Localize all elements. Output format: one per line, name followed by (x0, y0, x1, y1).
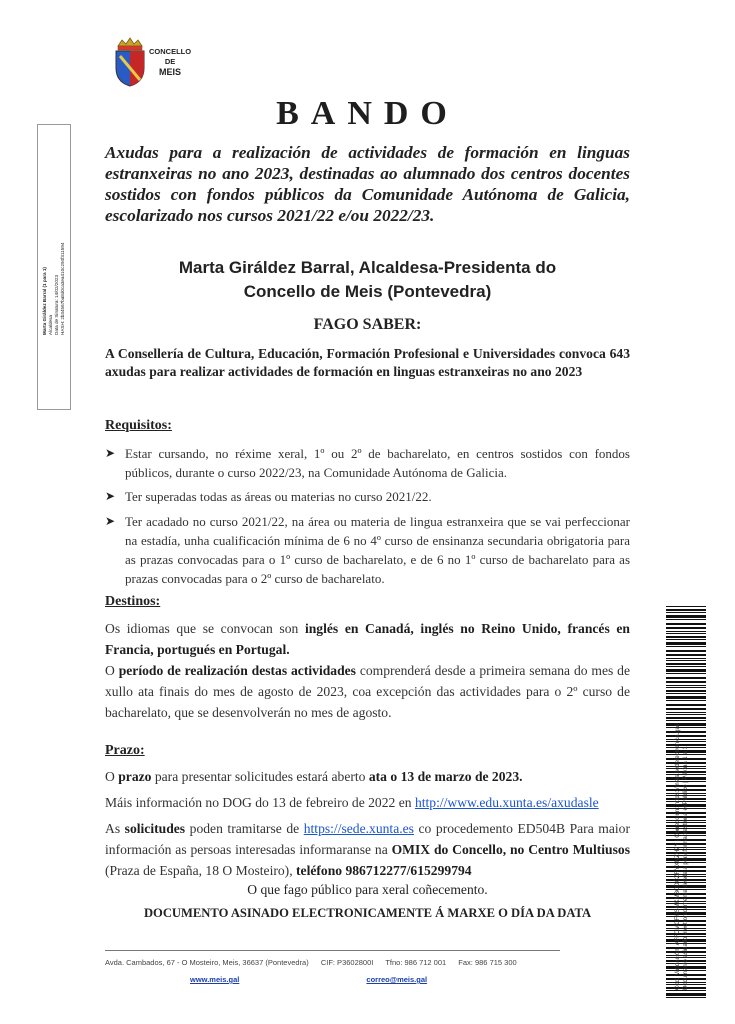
dog-info-link[interactable]: http://www.edu.xunta.es/axudasle (414, 795, 599, 810)
signature-hash: HASH: 2b34567ba8d0ca3ea410c294f311594 (60, 242, 65, 335)
text-span: (Praza de España, 18 O Mosteiro), (105, 863, 297, 878)
destinos-paragraph-2 (105, 660, 630, 723)
logo-text (149, 47, 191, 77)
prazo-heading: Prazo: (105, 743, 145, 758)
requisitos-heading: Requisitos: (105, 418, 172, 433)
period-highlight: período de realización destas actividades (118, 663, 356, 678)
signature-date: Data de Sinatura: 14/02/2023 (54, 274, 59, 335)
logo-line-3: MEIS (159, 67, 182, 77)
signature-name: Marta Giráldez Barral (1 para 1) (42, 267, 47, 335)
requisito-text: Ter superadas todas as áreas ou materias no curso 2021/22. (125, 489, 432, 504)
prazo-paragraph-1 (105, 766, 630, 787)
signature-box (37, 124, 71, 410)
omix-highlight: OMIX do Concello, no Centro Multiusos (391, 842, 630, 857)
requisito-item (105, 444, 630, 482)
document-title: BANDO (276, 95, 459, 132)
signature-role: Alcaldesa (48, 315, 53, 335)
text-span: As (105, 821, 125, 836)
requisito-text: Ter acadado no curso 2021/22, na área ou materia de lingua estranxeira que se vai perfeccionar na estadía, unha cualificación mínima de 6 no 4º curso de ensinanza secundaria obrigatoria para as prazas convocadas para o 1º curso de bacharelato, e de 6 no 1º curso de bacharelato para as prazas convocadas para o 2º curso de bacharelato. (125, 514, 630, 586)
requisito-item (105, 512, 630, 588)
footer-web-link[interactable]: www.meis.gal (190, 975, 240, 984)
phone-highlight: teléfono 986712277/615299794 (296, 863, 472, 878)
footer-contact (105, 958, 575, 967)
footer-divider (105, 950, 560, 951)
deadline-highlight: ata o 13 de marzo de 2023. (368, 769, 523, 784)
arrow-bullet-icon: ➤ (105, 489, 116, 503)
requisito-text: Estar cursando, no réxime xeral, 1º ou 2º de bacharelato, en centros sostidos con fondos públicos, durante o curso 2022/23, na Comunidade Autónoma de Galicia. (125, 446, 630, 480)
solicitudes-highlight: solicitudes (124, 821, 186, 836)
footer-links (190, 975, 552, 984)
footer-address: Avda. Cambados, 67 - O Mosteiro, Meis, 36637 (Pontevedra) (105, 958, 309, 967)
text-span: poden tramitarse de (185, 821, 304, 836)
logo-line-1: CONCELLO (149, 47, 192, 56)
verification-text (674, 650, 690, 990)
arrow-bullet-icon: ➤ (105, 446, 116, 460)
mayor-heading (105, 256, 630, 304)
requisito-item (105, 487, 630, 506)
text-span: O (105, 769, 119, 784)
signed-notice: DOCUMENTO ASINADO ELECTRONICAMENTE Á MARXE O DÍA DA DATA (143, 906, 592, 920)
coat-of-arms-logo (112, 36, 148, 88)
footer-phone: Tfno: 986 712 001 (385, 958, 447, 967)
destinos-paragraph-1 (105, 618, 630, 660)
arrow-bullet-icon: ➤ (105, 514, 116, 528)
document-subtitle: Axudas para a realización de actividades de formación en linguas estranxeiras no ano 2023, destinadas ao alumnado dos centros docentes sostidos con fondos públicos da Comunidade Autónoma de Galicia, escolarizado nos cursos 2021/22 e/ou 2022/23. (105, 143, 630, 225)
mayor-line-2: Concello de Meis (Pontevedra) (243, 282, 492, 301)
footer-email-link[interactable]: correo@meis.gal (366, 975, 428, 984)
sede-xunta-link[interactable]: https://sede.xunta.es (303, 821, 414, 836)
footer-cif: CIF: P3602800I (320, 958, 374, 967)
text-span: comprenderá desde a primeira semana do mes de xullo ata finais do mes de agosto de 2023, coa excepción das actividades para o 2º curso de bacharelato, que se desenvolverán no mes de agosto. (105, 663, 631, 720)
text-span: O (105, 663, 119, 678)
fago-saber-heading: FAGO SABER: (313, 316, 422, 333)
text-span: co procedemento ED504B Para maior información as persoas interesadas informaranse na (105, 821, 631, 857)
footer-fax: Fax: 986 715 300 (458, 958, 517, 967)
prazo-highlight: prazo (118, 769, 152, 784)
verification-line-2: Documento asinado electronicamente desde a plataforma xestiona esPúblico | Páxina 1 a 1 (683, 746, 689, 990)
mayor-line-1: Marta Giráldez Barral, Alcaldesa-Presidenta do (178, 258, 557, 277)
intro-paragraph: A Consellería de Cultura, Educación, Formación Profesional e Universidades convoca 643 axudas para realizar actividades de formación en linguas estranxeiras no ano 2023 (105, 346, 630, 379)
languages-highlight: inglés en Canadá, inglés no Reino Unido, francés en Francia, portugués en Portugal. (105, 621, 630, 657)
logo-line-2: DE (164, 57, 176, 66)
text-span: Máis información no DOG do 13 de febreiro de 2022 en (105, 795, 415, 810)
text-span: Os idiomas que se convocan son (105, 621, 305, 636)
prazo-paragraph-2 (105, 792, 630, 813)
text-span: para presentar solicitudes estará aberto (151, 769, 369, 784)
prazo-paragraph-3 (105, 818, 630, 881)
verification-line-1: Cod. Validación: AFFCMCFHSMKM3CDCZRYXNZH2Y | Corrección: https://meis.sedelectronica.gal/ (675, 723, 681, 990)
destinos-heading: Destinos: (105, 594, 161, 609)
closing-line: O que fago público para xeral coñecemento. (247, 882, 488, 897)
